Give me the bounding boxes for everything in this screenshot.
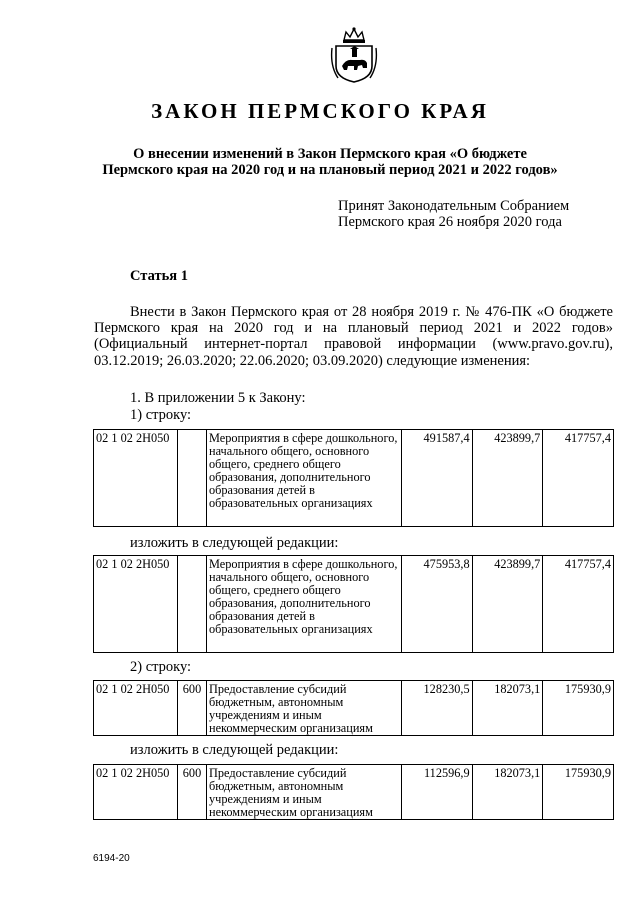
expense-type-cell: 600 (178, 765, 207, 820)
name-cell: Предоставление субсидий бюджетным, автономным учреждениям и иным некоммерческим организациям (207, 681, 402, 736)
amount-2022-cell: 175930,9 (543, 765, 614, 820)
document-number: 6194-20 (93, 853, 130, 864)
amount-2020-cell: 112596,9 (402, 765, 473, 820)
name-cell: Предоставление субсидий бюджетным, автономным учреждениям и иным некоммерческим организациям (207, 765, 402, 820)
expense-type-cell (178, 430, 207, 527)
expense-type-cell (178, 556, 207, 653)
budget-row-table-old-2 (93, 680, 614, 736)
amount-2021-cell: 423899,7 (472, 430, 543, 527)
amount-2021-cell: 182073,1 (472, 765, 543, 820)
perm-krai-coat-of-arms-icon (330, 26, 378, 84)
amount-2022-cell: 417757,4 (543, 430, 614, 527)
sub-item-1-text: 1) строку: (130, 407, 192, 423)
table-row (94, 556, 614, 653)
table-row (94, 681, 614, 736)
target-code-cell: 02 1 02 2Н050 (94, 430, 178, 527)
amount-2020-cell: 128230,5 (402, 681, 473, 736)
target-code-cell: 02 1 02 2Н050 (94, 681, 178, 736)
amount-2021-cell: 423899,7 (472, 556, 543, 653)
target-code-cell: 02 1 02 2Н050 (94, 765, 178, 820)
sub-item-2-text: 2) строку: (130, 659, 192, 675)
replace-text-1: изложить в следующей редакции: (130, 535, 339, 551)
budget-row-table-old-1 (93, 429, 614, 527)
target-code-cell: 02 1 02 2Н050 (94, 556, 178, 653)
budget-row-table-new-2 (93, 764, 614, 820)
page-title: ЗАКОН ПЕРМСКОГО КРАЯ (151, 99, 489, 123)
item-1-text: 1. В приложении 5 к Закону: (130, 390, 306, 406)
table-row (94, 765, 614, 820)
expense-type-cell: 600 (178, 681, 207, 736)
amount-2022-cell: 175930,9 (543, 681, 614, 736)
article-paragraph: Внести в Закон Пермского края от 28 ноября 2019 г. № 476-ПК «О бюджете Пермского края на 2020 год и на плановый период 2021 и 2022 годов» (Официальный интернет-портал правовой информации (www.pravo.gov.ru), 03.12.2019; 26.03.2020; 22.06.2020; 03.09.2020) следующие изменения: (94, 304, 613, 369)
name-cell: Мероприятия в сфере дошкольного, начального общего, основного общего, среднего общего образования, дополнительного образования детей в образовательных организациях (207, 430, 402, 527)
amount-2022-cell: 417757,4 (543, 556, 614, 653)
law-subtitle: О внесении изменений в Закон Пермского края «О бюджете Пермского края на 2020 год и на плановый период 2021 и 2022 годов» (102, 146, 558, 178)
amount-2021-cell: 182073,1 (472, 681, 543, 736)
article-heading: Статья 1 (130, 268, 188, 284)
amount-2020-cell: 475953,8 (402, 556, 473, 653)
table-row (94, 430, 614, 527)
budget-row-table-new-1 (93, 555, 614, 653)
name-cell: Мероприятия в сфере дошкольного, начального общего, основного общего, среднего общего образования, дополнительного образования детей в образовательных организациях (207, 556, 402, 653)
adoption-note: Принят Законодательным Собранием Пермского края 26 ноября 2020 года (338, 198, 570, 230)
replace-text-2: изложить в следующей редакции: (130, 742, 339, 758)
amount-2020-cell: 491587,4 (402, 430, 473, 527)
